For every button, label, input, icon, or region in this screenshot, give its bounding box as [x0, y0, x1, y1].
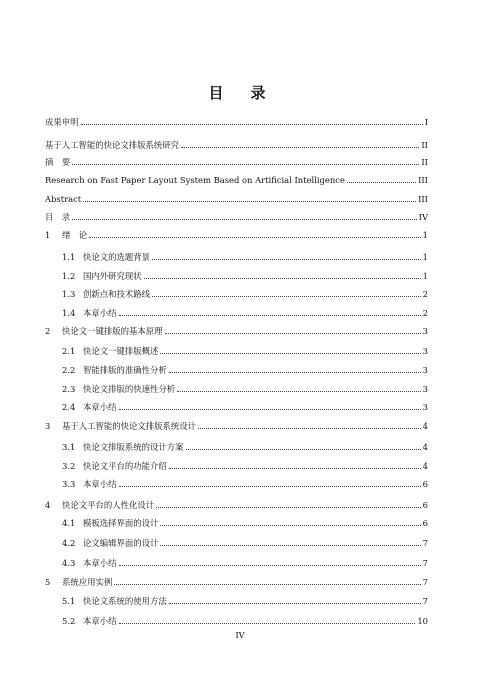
- toc-entry[interactable]: [45, 322, 428, 336]
- dot-leader: [169, 602, 421, 604]
- toc-entry-number: 1: [45, 230, 51, 240]
- toc-entry[interactable]: [62, 514, 428, 528]
- toc-entry[interactable]: [62, 534, 428, 548]
- toc-entry[interactable]: [62, 612, 428, 626]
- toc-entry-page: 10: [417, 616, 428, 626]
- toc-entry-page: III: [418, 194, 428, 204]
- toc-entry-label: 国内外研究现状: [83, 271, 142, 281]
- toc-entry-label: 基于人工智能的快论文排版系统研究: [45, 140, 179, 150]
- toc-entry-label: 摘 要: [45, 157, 71, 167]
- toc-entry-page: 2: [422, 308, 428, 318]
- toc-entry[interactable]: [45, 136, 428, 150]
- dot-leader: [119, 408, 421, 410]
- toc-entry[interactable]: [62, 457, 428, 471]
- toc-entry-label: 快论文排版系统的设计方案: [83, 442, 184, 452]
- toc-entry-label: 系统应用实例: [62, 577, 113, 587]
- toc-entry[interactable]: [62, 554, 428, 568]
- toc-entry[interactable]: [62, 361, 428, 375]
- toc-entry-page: 7: [422, 538, 428, 548]
- toc-entry-page: 6: [422, 518, 428, 528]
- toc-entry-page: 7: [422, 558, 428, 568]
- toc-entry-number: 3.2: [62, 461, 76, 471]
- toc-entry-page: 7: [422, 577, 428, 587]
- toc-entry-label: 成果申明: [45, 117, 79, 127]
- toc-entry[interactable]: [45, 226, 428, 240]
- toc-entry[interactable]: [45, 153, 428, 167]
- toc-entry-label: 本章小结: [83, 558, 117, 568]
- toc-entry-page: II: [421, 140, 428, 150]
- dot-leader: [114, 583, 420, 585]
- dot-leader: [81, 123, 423, 125]
- dot-leader: [72, 163, 419, 165]
- toc-entry-page: 3: [422, 384, 428, 394]
- dot-leader: [119, 485, 421, 487]
- dot-leader: [181, 146, 419, 148]
- toc-entry-page: II: [421, 157, 428, 167]
- toc-entry[interactable]: [62, 285, 428, 299]
- toc-entry-page: 3: [422, 402, 428, 412]
- toc-entry-label: 本章小结: [83, 616, 117, 626]
- toc-entry-label: 本章小结: [83, 308, 117, 318]
- toc-entry-label: 论文编辑界面的设计: [83, 538, 159, 548]
- toc-entry-label: 快论文平台的人性化设计: [62, 500, 155, 510]
- toc-entry-page: 6: [422, 500, 428, 510]
- toc-entry-number: 1.2: [62, 271, 76, 281]
- toc-entry-number: 1.3: [62, 289, 76, 299]
- page-title: 目 录: [208, 84, 272, 102]
- toc-entry-label: 快论文平台的功能介绍: [83, 461, 167, 471]
- toc-entry-label: 本章小结: [83, 479, 117, 489]
- toc-entry-number: 5.2: [62, 616, 76, 626]
- toc-entry-label: 本章小结: [83, 402, 117, 412]
- toc-entry-number: 3: [45, 421, 51, 431]
- toc-entry-page: III: [418, 175, 428, 185]
- toc-entry[interactable]: [45, 417, 428, 431]
- toc-entry-page: 7: [422, 596, 428, 606]
- toc-entry-page: 4: [422, 461, 428, 471]
- toc-entry[interactable]: [62, 248, 428, 262]
- dot-leader: [169, 371, 421, 373]
- dot-leader: [160, 352, 420, 354]
- toc-entry-number: 2.4: [62, 402, 76, 412]
- toc-entry-label: 快论文系统的使用方法: [83, 596, 167, 606]
- toc-entry-number: 2.1: [62, 346, 76, 356]
- toc-entry[interactable]: [62, 304, 428, 318]
- toc-entry-page: I: [424, 117, 428, 127]
- toc-entry-page: 1: [422, 252, 428, 262]
- page-number: IV: [235, 631, 245, 640]
- toc-entry-page: 4: [422, 442, 428, 452]
- toc-entry-page: 2: [422, 289, 428, 299]
- toc-entry-page: 6: [422, 479, 428, 489]
- toc-entry-label: 快论文的选题背景: [83, 252, 150, 262]
- toc-entry-label: 基于人工智能的快论文排版系统设计: [62, 421, 196, 431]
- toc-entry[interactable]: [62, 398, 428, 412]
- toc-entry-page: 3: [422, 346, 428, 356]
- dot-leader: [177, 390, 421, 392]
- toc-entry[interactable]: [45, 171, 428, 185]
- dot-leader: [144, 277, 421, 279]
- dot-leader: [347, 181, 416, 183]
- dot-leader: [119, 564, 421, 566]
- toc-entry-number: 5.1: [62, 596, 76, 606]
- toc-entry-number: 1.1: [62, 252, 76, 262]
- toc-entry-label: 创新点和技术路线: [83, 289, 150, 299]
- dot-leader: [72, 218, 417, 220]
- dot-leader: [160, 524, 420, 526]
- toc-entry-page: IV: [418, 212, 428, 222]
- toc-entry-number: 1.4: [62, 308, 76, 318]
- dot-leader: [186, 448, 421, 450]
- dot-leader: [89, 236, 421, 238]
- toc-entry-label: 快论文一键排版的基本原理: [62, 326, 163, 336]
- toc-entry-number: 2.2: [62, 365, 76, 375]
- dot-leader: [169, 467, 421, 469]
- dot-leader: [160, 544, 420, 546]
- toc-entry-number: 3.3: [62, 479, 76, 489]
- toc-entry[interactable]: [62, 267, 428, 281]
- toc-entry[interactable]: [62, 475, 428, 489]
- toc-entry[interactable]: [62, 438, 428, 452]
- toc-entry-page: 1: [422, 230, 428, 240]
- toc-entry[interactable]: [45, 573, 428, 587]
- toc-entry-label: 绪 论: [62, 230, 88, 240]
- toc-entry[interactable]: [45, 496, 428, 510]
- toc-entry-page: 4: [422, 421, 428, 431]
- toc-entry-number: 4.2: [62, 538, 76, 548]
- toc-entry-label: 智能排版的准确性分析: [83, 365, 167, 375]
- toc-entry[interactable]: [62, 592, 428, 606]
- toc-entry-label: 快论文一键排版概述: [83, 346, 159, 356]
- toc-entry-label: 目 录: [45, 212, 71, 222]
- toc-entry-page: 3: [422, 326, 428, 336]
- dot-leader: [83, 200, 416, 202]
- dot-leader: [152, 295, 421, 297]
- dot-leader: [165, 332, 421, 334]
- toc-entry-number: 3.1: [62, 442, 76, 452]
- dot-leader: [119, 622, 416, 624]
- toc-entry-number: 2: [45, 326, 51, 336]
- toc-entry-page: 3: [422, 365, 428, 375]
- toc-entry-label: Abstract: [45, 194, 82, 204]
- toc-entry-label: 模板选择界面的设计: [83, 518, 159, 528]
- toc-entry-number: 4: [45, 500, 51, 510]
- toc-entry[interactable]: [45, 208, 428, 222]
- toc-entry-number: 5: [45, 577, 51, 587]
- toc-entry-number: 4.1: [62, 518, 76, 528]
- toc-entry-page: 1: [422, 271, 428, 281]
- dot-leader: [119, 314, 421, 316]
- toc-entry[interactable]: [45, 190, 428, 204]
- toc-entry[interactable]: [45, 113, 428, 127]
- toc-entry[interactable]: [62, 342, 428, 356]
- toc-entry-label: Research on Fast Paper Layout System Based on Artificial Intelligence: [45, 175, 345, 185]
- dot-leader: [198, 427, 421, 429]
- toc-entry-number: 4.3: [62, 558, 76, 568]
- toc-entry-label: 快论文排版的快速性分析: [83, 384, 176, 394]
- dot-leader: [152, 258, 421, 260]
- toc-entry[interactable]: [62, 380, 428, 394]
- toc-entry-number: 2.3: [62, 384, 76, 394]
- dot-leader: [156, 506, 421, 508]
